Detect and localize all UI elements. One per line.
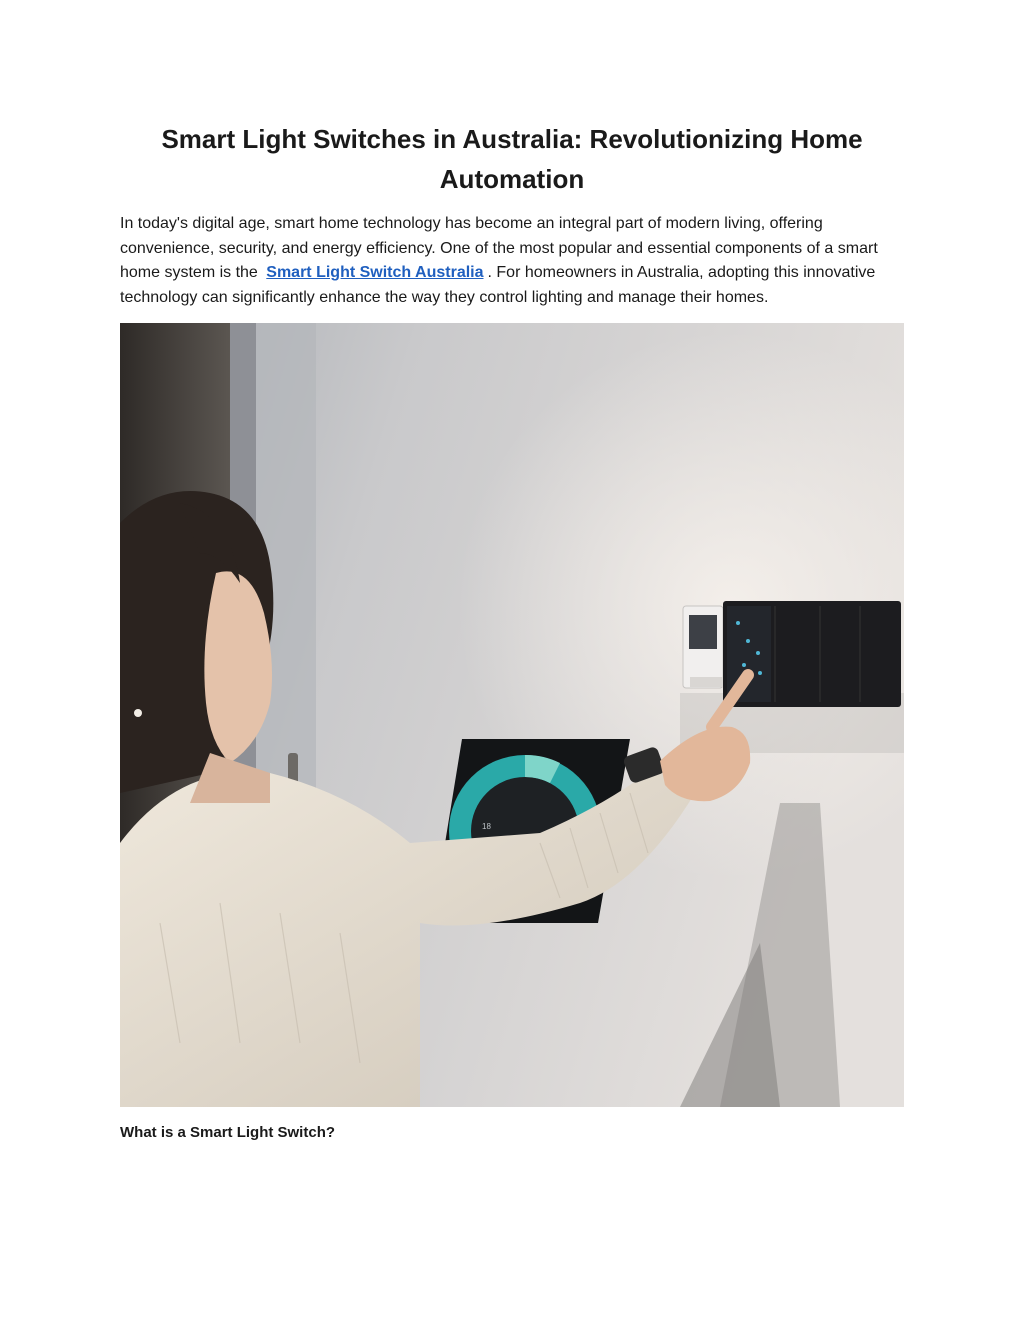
intro-paragraph bbox=[120, 212, 904, 310]
thermostat-panel bbox=[683, 606, 724, 688]
section-heading: What is a Smart Light Switch? bbox=[120, 1124, 336, 1141]
gauge-label-18: 18 bbox=[482, 822, 491, 831]
smart-switch-panel bbox=[723, 601, 901, 707]
intro-text-before-link: In today's digital age, smart home technology has become an integral part of modern living, offering convenience, security, and energy efficiency. One of the most popular and essential components of a smart home system is the bbox=[120, 215, 878, 281]
article-photo bbox=[120, 323, 904, 1107]
intro-text-after-link: . For homeowners in Australia, adopting this innovative technology can significantly enhance the way they control lighting and manage their homes. bbox=[120, 264, 876, 306]
smart-light-switch-link[interactable]: Smart Light Switch Australia bbox=[266, 264, 484, 281]
page-title: Smart Light Switches in Australia: Revolutionizing Home Automation bbox=[161, 124, 863, 194]
